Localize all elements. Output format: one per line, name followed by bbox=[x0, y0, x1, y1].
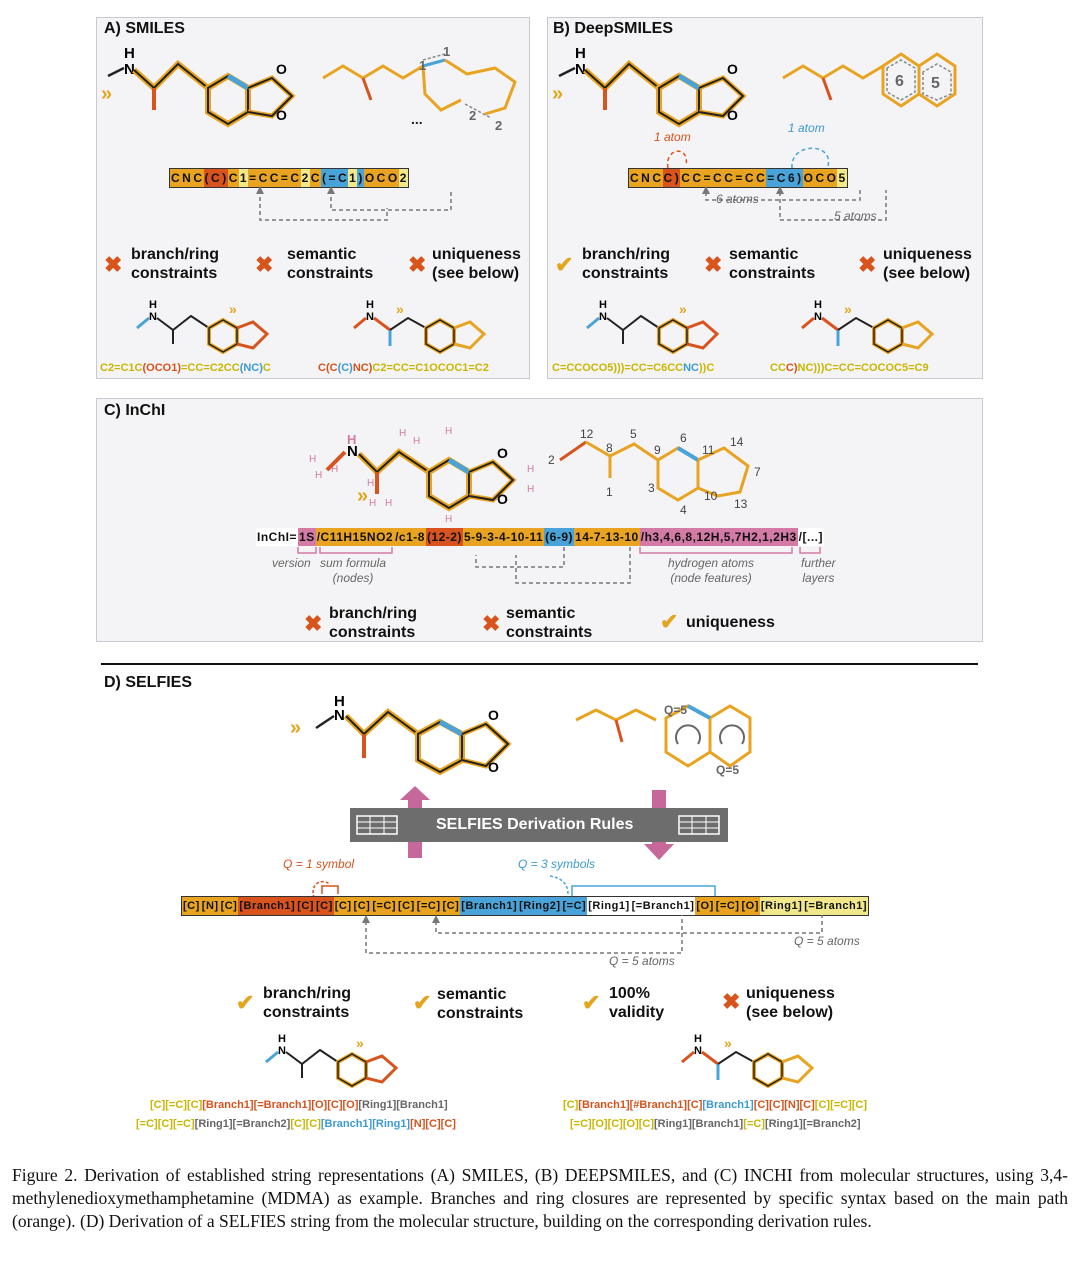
selfies-token: [C] bbox=[397, 897, 416, 915]
svg-text:11: 11 bbox=[702, 443, 715, 457]
deepsmiles-token: = bbox=[767, 171, 775, 185]
svg-text:5: 5 bbox=[630, 427, 637, 441]
svg-text:O: O bbox=[488, 707, 499, 723]
selfies-token: [=Branch1] bbox=[803, 897, 868, 915]
svg-text:H: H bbox=[694, 1033, 702, 1045]
smiles-token: = bbox=[249, 171, 257, 185]
smiles-ring-arrows bbox=[255, 186, 455, 222]
label-further-layers: further layers bbox=[801, 556, 836, 585]
svg-text:O: O bbox=[727, 107, 738, 123]
svg-text:H: H bbox=[124, 45, 135, 62]
svg-text:»: » bbox=[552, 83, 564, 105]
criterion-label: semantic constraints bbox=[506, 605, 593, 641]
string-fragment: C(C bbox=[318, 362, 338, 374]
string-fragment: [Ring1][=Branch2] bbox=[764, 1118, 861, 1130]
string-fragment: [=C][O][C][O][C] bbox=[570, 1118, 654, 1130]
inchi-token: 5-9-3-4-10-11 bbox=[463, 530, 544, 544]
svg-text:N: N bbox=[694, 1045, 702, 1057]
svg-text:1: 1 bbox=[443, 44, 451, 59]
svg-text:2: 2 bbox=[469, 108, 477, 123]
svg-text:N: N bbox=[334, 707, 345, 724]
alt-molecule-d2 bbox=[680, 1032, 830, 1096]
svg-text:6: 6 bbox=[680, 431, 687, 445]
smiles-token: = bbox=[328, 171, 336, 185]
svg-text:»: » bbox=[357, 485, 369, 507]
svg-text:H: H bbox=[347, 432, 357, 447]
deepsmiles-token: C bbox=[713, 171, 723, 185]
svg-text:2: 2 bbox=[548, 453, 555, 467]
smiles-token: ) bbox=[222, 171, 227, 185]
smiles-token: N bbox=[182, 171, 192, 185]
svg-text:H: H bbox=[445, 514, 453, 525]
deepsmiles-token: 5 bbox=[838, 171, 846, 185]
panel-d-title: D) SELFIES bbox=[104, 674, 193, 691]
svg-text:»: » bbox=[229, 301, 237, 317]
smiles-token: ( bbox=[204, 171, 210, 185]
svg-text:10: 10 bbox=[704, 489, 718, 503]
string-fragment: [Branch1][=Branch1][O][C][O] bbox=[202, 1099, 359, 1111]
selfies-token: [=C] bbox=[371, 897, 397, 915]
string-fragment: [Ring1][Branch1] bbox=[654, 1118, 744, 1130]
deepsmiles-token: C bbox=[776, 171, 786, 185]
alt-molecule-a1 bbox=[135, 298, 285, 358]
svg-text:8: 8 bbox=[606, 441, 613, 455]
deepsmiles-token: ) bbox=[797, 171, 802, 185]
inchi-token: (6-9) bbox=[545, 530, 574, 544]
svg-text:2: 2 bbox=[495, 118, 503, 133]
panel-b-title: B) DeepSMILES bbox=[553, 20, 674, 37]
selfies-token: [Branch1] bbox=[460, 897, 518, 915]
svg-text:N: N bbox=[149, 311, 157, 323]
svg-text:H: H bbox=[527, 464, 535, 475]
string-fragment: C bbox=[262, 362, 271, 374]
smiles-token: C bbox=[269, 171, 279, 185]
smiles-token: C bbox=[337, 171, 348, 185]
smiles-token: O bbox=[387, 171, 398, 185]
selfies-alt-2-line2 bbox=[570, 1118, 861, 1130]
svg-text:N: N bbox=[278, 1045, 286, 1057]
smiles-token: 2 bbox=[399, 171, 407, 185]
inchi-token: /h3,4,6,8,12H,5,7H2,1,2H3 bbox=[640, 530, 797, 544]
smiles-token: = bbox=[280, 171, 289, 185]
deepsmiles-token: C bbox=[692, 171, 702, 185]
selfies-token: [C] bbox=[296, 897, 315, 915]
annotation-5atoms: 5 atoms bbox=[834, 209, 877, 223]
criterion-label: branch/ring constraints bbox=[131, 246, 220, 282]
selfies-ring-arrows bbox=[360, 913, 830, 957]
criterion-label: semantic constraints bbox=[437, 986, 524, 1022]
svg-text:O: O bbox=[276, 61, 287, 77]
selfies-token: [Ring1] bbox=[587, 897, 630, 915]
inchi-token: /[...] bbox=[798, 530, 823, 544]
selfies-rules-banner bbox=[350, 808, 728, 842]
selfies-token: [=Branch1] bbox=[631, 897, 696, 915]
criterion-label: uniqueness bbox=[686, 614, 775, 631]
string-fragment: NC bbox=[683, 362, 699, 374]
string-fragment: NC) bbox=[352, 362, 373, 374]
deepsmiles-token: 6 bbox=[787, 171, 796, 185]
svg-text:N: N bbox=[814, 311, 822, 323]
svg-text:H: H bbox=[369, 498, 377, 509]
svg-text:H: H bbox=[366, 299, 374, 311]
string-fragment: NC)))C=CC=COCOC5=C9 bbox=[797, 362, 929, 374]
smiles-token: ( bbox=[321, 171, 327, 185]
svg-text:H: H bbox=[334, 693, 345, 710]
string-fragment: C2=CC=C1OCOC1=C2 bbox=[372, 362, 489, 374]
smiles-token: C bbox=[290, 171, 300, 185]
deepsmiles-token: O bbox=[826, 171, 837, 185]
deepsmiles-token: = bbox=[703, 171, 712, 185]
alt-molecule-b2 bbox=[800, 298, 950, 358]
inchi-token: /c1-8 bbox=[395, 530, 425, 544]
selfies-token: [C] bbox=[334, 897, 353, 915]
check-icon: ✔ bbox=[660, 609, 679, 634]
criterion-label: uniqueness (see below) bbox=[746, 985, 835, 1021]
string-fragment: [C][=C][C] bbox=[150, 1099, 203, 1111]
svg-text:H: H bbox=[814, 299, 822, 311]
deepsmiles-string bbox=[628, 168, 848, 188]
molecule-c bbox=[305, 420, 545, 525]
annotation-1atom-red: 1 atom bbox=[654, 130, 691, 144]
cross-icon: ✖ bbox=[304, 611, 323, 636]
selfies-token: [C] bbox=[442, 897, 461, 915]
selfies-token: [C] bbox=[315, 897, 334, 915]
criterion-label: branch/ring constraints bbox=[329, 605, 418, 641]
string-fragment: (OCO1) bbox=[142, 362, 181, 374]
string-fragment: [C][C] bbox=[290, 1118, 321, 1130]
svg-text:Q=5: Q=5 bbox=[716, 763, 740, 777]
svg-text:H: H bbox=[599, 299, 607, 311]
inchi-token: 14-7-13-10 bbox=[575, 530, 639, 544]
check-icon: ✔ bbox=[236, 990, 255, 1015]
svg-text:»: » bbox=[724, 1035, 732, 1051]
string-fragment: C2=C1C bbox=[100, 362, 143, 374]
smiles-string bbox=[169, 168, 409, 188]
inchi-token: 1S bbox=[299, 530, 315, 544]
deepsmiles-alt-2 bbox=[770, 362, 929, 374]
svg-text:13: 13 bbox=[734, 497, 748, 511]
smiles-token: C bbox=[171, 171, 181, 185]
svg-text:14: 14 bbox=[730, 435, 744, 449]
svg-text:»: » bbox=[396, 301, 404, 317]
check-icon: ✔ bbox=[582, 990, 601, 1015]
annotation-q5-a: Q = 5 atoms bbox=[794, 934, 860, 948]
string-fragment: [C][C][N][C] bbox=[753, 1099, 815, 1111]
string-fragment: [Branch1] bbox=[702, 1099, 754, 1111]
string-fragment: =CC=C2CC bbox=[181, 362, 240, 374]
molecule-a bbox=[96, 30, 316, 130]
svg-text:3: 3 bbox=[648, 481, 655, 495]
label-version: version bbox=[272, 556, 311, 570]
criterion-label: uniqueness (see below) bbox=[883, 246, 972, 282]
svg-text:5: 5 bbox=[931, 75, 940, 92]
svg-text:6: 6 bbox=[895, 73, 904, 90]
svg-text:O: O bbox=[488, 759, 499, 775]
selfies-token: [C] bbox=[220, 897, 239, 915]
annotation-q3: Q = 3 symbols bbox=[518, 857, 596, 871]
svg-text:4: 4 bbox=[680, 503, 687, 517]
svg-text:H: H bbox=[413, 436, 421, 447]
molecule-d bbox=[288, 688, 528, 788]
deepsmiles-token: = bbox=[735, 171, 743, 185]
path-graph-d bbox=[570, 696, 790, 786]
svg-text:H: H bbox=[278, 1033, 286, 1045]
deepsmiles-alt-1 bbox=[552, 362, 714, 374]
criterion-label: uniqueness (see below) bbox=[432, 246, 521, 282]
svg-text:N: N bbox=[575, 61, 586, 78]
svg-text:»: » bbox=[844, 301, 852, 317]
svg-text:H: H bbox=[309, 454, 317, 465]
svg-text:O: O bbox=[276, 107, 287, 123]
smiles-token: ) bbox=[358, 171, 363, 185]
smiles-token: C bbox=[258, 171, 268, 185]
selfies-token: [Ring2] bbox=[518, 897, 561, 915]
selfies-alt-2-line1 bbox=[563, 1099, 867, 1111]
svg-text:N: N bbox=[599, 311, 607, 323]
svg-text:N: N bbox=[124, 61, 135, 78]
svg-text:N: N bbox=[347, 443, 358, 460]
annotation-q1: Q = 1 symbol bbox=[283, 857, 355, 871]
criterion-label: branch/ring constraints bbox=[582, 246, 671, 282]
deepsmiles-token: ) bbox=[674, 171, 680, 185]
string-fragment: C) bbox=[785, 362, 798, 374]
svg-text:H: H bbox=[367, 478, 375, 489]
cross-icon: ✖ bbox=[482, 611, 501, 636]
string-fragment: [C] bbox=[563, 1099, 579, 1111]
svg-text:H: H bbox=[385, 498, 393, 509]
cross-icon: ✖ bbox=[104, 252, 123, 277]
table-icon bbox=[356, 815, 398, 835]
smiles-alt-1 bbox=[100, 362, 271, 374]
inchi-token: InChI= bbox=[257, 530, 298, 544]
smiles-token: C bbox=[193, 171, 203, 185]
criterion-label: semantic constraints bbox=[729, 246, 816, 282]
selfies-token: [C] bbox=[182, 897, 201, 915]
selfies-token: [O] bbox=[695, 897, 714, 915]
string-fragment: (C) bbox=[337, 362, 353, 374]
svg-text:H: H bbox=[445, 426, 453, 437]
annotation-6atoms: 6 atoms bbox=[716, 192, 759, 206]
check-icon: ✔ bbox=[413, 990, 432, 1015]
string-fragment: CC bbox=[770, 362, 786, 374]
svg-text:1: 1 bbox=[606, 485, 613, 499]
svg-text:H: H bbox=[149, 299, 157, 311]
deepsmiles-token: O bbox=[803, 171, 814, 185]
smiles-token: C bbox=[376, 171, 386, 185]
svg-text:12: 12 bbox=[580, 427, 594, 441]
selfies-token: [=C] bbox=[562, 897, 588, 915]
figure-caption: Figure 2. Derivation of established string representations (A) SMILES, (B) DEEPSMILES, and (C) INCHI from molecular structures, using 3,4-methylenedioxymethamphetamine (MDMA) as example. Branches and ring closures are represented by specific syntax based on the main path (orange). (D) Derivation of a SELFIES string from the molecular structure, building on the corresponding derivation rules. bbox=[12, 1165, 1068, 1231]
deepsmiles-token: C bbox=[756, 171, 766, 185]
selfies-token: [O] bbox=[740, 897, 759, 915]
selfies-alt-1-line2 bbox=[136, 1118, 456, 1130]
annotation-q5-b: Q = 5 atoms bbox=[609, 954, 675, 968]
section-divider bbox=[101, 663, 978, 665]
svg-text:H: H bbox=[331, 464, 339, 475]
string-fragment: [=C] bbox=[743, 1118, 765, 1130]
selfies-token: [N] bbox=[201, 897, 220, 915]
annotation-1atom-blue: 1 atom bbox=[788, 121, 825, 135]
selfies-token: [=C] bbox=[416, 897, 442, 915]
deepsmiles-token: C bbox=[681, 171, 691, 185]
string-fragment: [Ring1][=Branch2] bbox=[194, 1118, 291, 1130]
cross-icon: ✖ bbox=[858, 252, 877, 277]
deepsmiles-token: C bbox=[630, 171, 640, 185]
svg-text:N: N bbox=[366, 311, 374, 323]
svg-text:9: 9 bbox=[654, 443, 661, 457]
molecule-b bbox=[547, 30, 767, 130]
svg-text:O: O bbox=[727, 61, 738, 77]
alt-molecule-b1 bbox=[585, 298, 735, 358]
deepsmiles-token: C bbox=[815, 171, 825, 185]
smiles-token: C bbox=[211, 171, 221, 185]
selfies-token: [=C] bbox=[715, 897, 741, 915]
smiles-token: 1 bbox=[239, 171, 248, 185]
alt-molecule-a2 bbox=[352, 298, 502, 358]
string-fragment: [Ring1][Branch1] bbox=[358, 1099, 448, 1111]
smiles-token: 2 bbox=[301, 171, 309, 185]
svg-text:H: H bbox=[527, 484, 535, 495]
criterion-label: semantic constraints bbox=[287, 246, 374, 282]
cross-icon: ✖ bbox=[722, 989, 741, 1014]
smiles-alt-2 bbox=[318, 362, 489, 374]
selfies-token: [Ring1] bbox=[760, 897, 803, 915]
deepsmiles-token: C bbox=[724, 171, 734, 185]
alt-molecule-d1 bbox=[264, 1032, 414, 1096]
string-fragment: (NC) bbox=[239, 362, 263, 374]
svg-text:...: ... bbox=[411, 111, 423, 127]
panel-c-title: C) InChI bbox=[104, 402, 166, 419]
smiles-token: C bbox=[228, 171, 238, 185]
string-fragment: [Branch1][#Branch1][C] bbox=[578, 1099, 703, 1111]
svg-text:»: » bbox=[290, 717, 302, 739]
selfies-token: [Branch1] bbox=[238, 897, 296, 915]
deepsmiles-token: N bbox=[641, 171, 651, 185]
deepsmiles-token: C bbox=[744, 171, 755, 185]
svg-text:7: 7 bbox=[754, 465, 761, 479]
smiles-token: C bbox=[310, 171, 320, 185]
svg-text:Q=5: Q=5 bbox=[664, 703, 688, 717]
label-sum-formula: sum formula (nodes) bbox=[320, 556, 387, 585]
selfies-alt-1-line1 bbox=[150, 1099, 448, 1111]
inchi-string bbox=[256, 528, 824, 546]
string-fragment: C=CCOCO5)))=CC=C6CC bbox=[552, 362, 684, 374]
cross-icon: ✖ bbox=[408, 252, 427, 277]
string-fragment: [C][=C][C] bbox=[814, 1099, 868, 1111]
inchi-token: (12-2) bbox=[426, 530, 462, 544]
inchi-token: /C11H15NO2 bbox=[316, 530, 394, 544]
criterion-label: branch/ring constraints bbox=[263, 985, 352, 1021]
deepsmiles-token: C bbox=[652, 171, 662, 185]
deepsmiles-branch-arrows bbox=[660, 140, 840, 170]
banner-label: SELFIES Derivation Rules bbox=[436, 816, 634, 833]
string-fragment: [N][C][C] bbox=[410, 1118, 456, 1130]
svg-text:H: H bbox=[575, 45, 586, 62]
svg-text:H: H bbox=[399, 428, 407, 439]
smiles-token: 1 bbox=[349, 171, 357, 185]
panel-a-title: A) SMILES bbox=[104, 20, 185, 37]
string-fragment: [=C][C][=C] bbox=[136, 1118, 195, 1130]
deepsmiles-token: C bbox=[663, 171, 673, 185]
svg-text:O: O bbox=[497, 445, 508, 461]
check-icon: ✔ bbox=[555, 252, 574, 277]
svg-text:1: 1 bbox=[419, 58, 427, 73]
svg-text:O: O bbox=[497, 491, 508, 507]
svg-text:H: H bbox=[315, 470, 323, 481]
path-graph-a bbox=[315, 38, 525, 138]
smiles-token: O bbox=[364, 171, 375, 185]
path-graph-c bbox=[548, 426, 788, 526]
selfies-token: [C] bbox=[353, 897, 372, 915]
label-hydrogen-atoms: hydrogen atoms (node features) bbox=[668, 556, 755, 585]
cross-icon: ✖ bbox=[704, 252, 723, 277]
string-fragment: ))C bbox=[699, 362, 715, 374]
cross-icon: ✖ bbox=[255, 252, 274, 277]
criterion-label: 100% validity bbox=[609, 985, 665, 1021]
table-icon bbox=[678, 815, 720, 835]
string-fragment: [Branch1][Ring1] bbox=[320, 1118, 411, 1130]
svg-text:»: » bbox=[101, 83, 113, 105]
svg-text:»: » bbox=[679, 301, 687, 317]
svg-text:»: » bbox=[356, 1035, 364, 1051]
